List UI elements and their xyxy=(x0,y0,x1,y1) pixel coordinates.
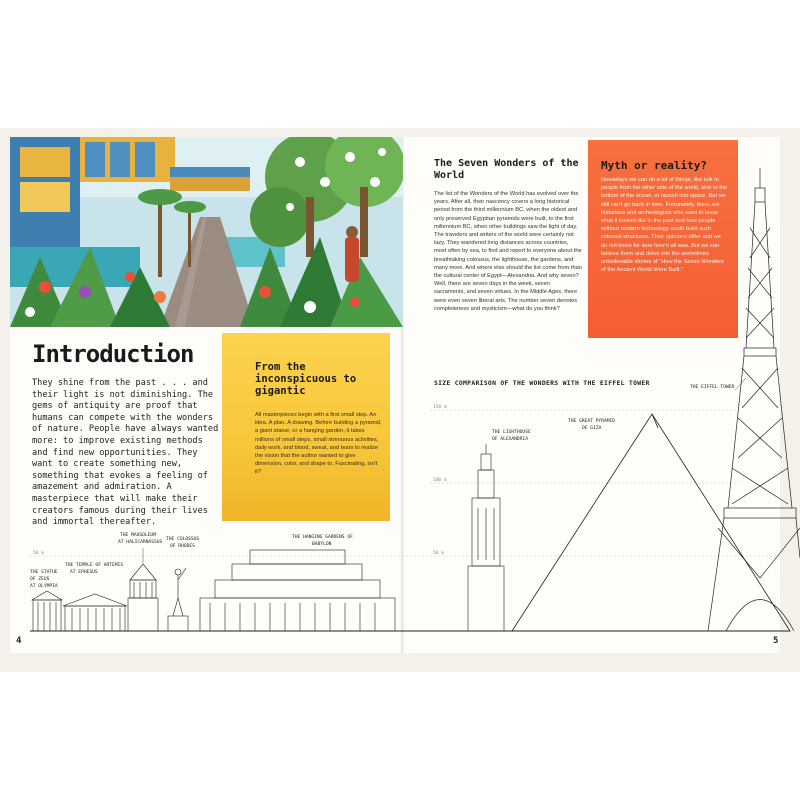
label-colossus: THE COLOSSUS OF RHODES xyxy=(166,537,200,549)
intro-title: Introduction xyxy=(32,340,194,368)
yellow-callout-title: From the inconspicuous to gigantic xyxy=(255,361,357,397)
artemis-temple-drawing xyxy=(63,594,127,631)
hanging-gardens-drawing xyxy=(200,550,395,631)
scale-label-50-right: 50 m xyxy=(433,551,444,556)
page-number-left: 4 xyxy=(16,636,22,646)
label-eiffel: THE EIFFEL TOWER xyxy=(690,385,735,390)
lighthouse-drawing xyxy=(468,444,504,631)
label-zeus: THE STATUE OF ZEUS AT OLYMPIA xyxy=(30,570,58,589)
myth-title: Myth or reality? xyxy=(601,159,707,172)
seven-wonders-title: The Seven Wonders of the World xyxy=(434,158,579,181)
mausoleum-drawing xyxy=(128,564,158,631)
book-spread xyxy=(0,128,800,672)
label-lighthouse: THE LIGHTHOUSE OF ALEXANDRIA xyxy=(492,430,531,442)
eiffel-tower-drawing xyxy=(708,168,800,631)
seven-wonders-body: The list of the Wonders of the World has evolved over the years. After all, their nascency covers a long historical period from the third millennium BC, when the oldest and only preserved Egyptian pyramids were built, to the first millennium BC, when other buildings saw the light of day. The travelers and writers of the world were certainly not lazy. They wandered long distances across countries, most often by sea, to find and report to everyone about the breathtaking colossus, the lighthouse, the gardens, and many more. And where else should the list come from than the cultural center of Egypt—Alexandria. And why seven? Well, there are seven days in the week, seven sacraments, and seven virtues. In the Middle Ages, there were even seven liberal arts. The number seven denotes completeness and mysticism—what do you think? xyxy=(434,191,582,312)
intro-body: They shine from the past . . . and their light is not diminishing. The gems of antiquity are proof that humans can compete with the wonders of nature. People have always wanted more: to improve existing methods and find new opportunities. They want to create something new, something that evokes a feeling of amazement and admiration. A masterpiece that will make their creators famous during their lives and immortal thereafter. xyxy=(32,378,219,528)
myth-body: Nowadays we can do a lot of things, like talk to people from the other side of the world, sink to the bottom of the ocean, or launch into space. But we still can't go back in time. Fortunately, there are historians and archeologists who want to know what it looked like in the past and how people without modern technology could build such colossal structures. Their opinions differ and we do not know for sure how it all was. But we can believe them and delve into the sometimes unbelievable stories of "How the Seven Wonders of the Ancient World Were Built." xyxy=(601,177,728,274)
yellow-callout-body: All masterpieces begin with a first small step. An idea. A plan. A drawing. Before building a pyramid, a giant statue, or a hanging garden, it takes millions of small steps, small strenuous activities, daily work, and blood, sweat, and tears to realize the vision that the author wanted to give dimension, color, and shape to. Fascinating, isn't it? xyxy=(255,412,382,476)
page-number-right: 5 xyxy=(773,636,779,646)
scale-label-150: 150 m xyxy=(433,405,447,410)
label-mausoleum: THE MAUSOLEUM AT HALICARNASSUS xyxy=(118,533,163,545)
scale-label-100: 100 m xyxy=(433,478,447,483)
pyramid-drawing xyxy=(512,414,790,631)
scale-label-50-left: 50 m xyxy=(33,551,44,556)
colossus-drawing xyxy=(168,568,188,631)
label-artemis: THE TEMPLE OF ARTEMIS AT EPHESUS xyxy=(65,563,124,575)
label-hanging-gardens: THE HANGING GARDENS OF BABYLON xyxy=(292,535,353,547)
label-pyramid: THE GREAT PYRAMID OF GIZA xyxy=(568,419,616,431)
zeus-temple-drawing xyxy=(32,591,62,631)
size-comparison-diagram xyxy=(0,128,800,672)
size-comparison-title: SIZE COMPARISON OF THE WONDERS WITH THE EIFFEL TOWER xyxy=(434,379,650,387)
